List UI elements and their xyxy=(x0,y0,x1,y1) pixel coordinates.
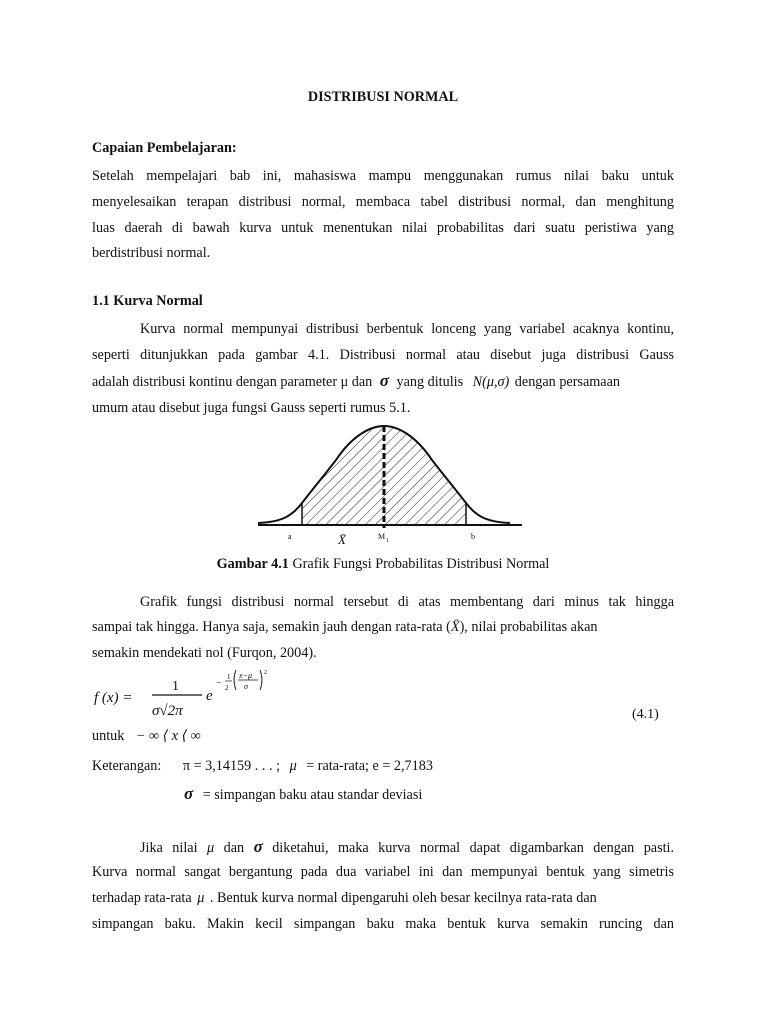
capaian-heading: Capaian Pembelajaran: xyxy=(92,140,237,156)
kurva-line-1: Kurva normal mempunyai distribusi berbentuk lonceng yang variabel acaknya kontinu, xyxy=(140,321,674,337)
untuk-range: − ∞ ⟨ x ⟨ ∞ xyxy=(135,728,201,744)
section-heading: 1.1 Kurva Normal xyxy=(92,293,203,309)
jika-line-3 xyxy=(92,886,674,911)
jika-line-1 xyxy=(140,834,674,861)
formula-base-e: e xyxy=(206,688,213,704)
jika-line-2: Kurva normal sangat bergantung pada dua variabel ini dan mempunyai bentuk yang simetris xyxy=(92,864,674,880)
sigma-symbol: σ xyxy=(379,371,389,390)
xbar-inline: X̄ xyxy=(450,619,460,635)
untuk-line xyxy=(92,728,201,745)
formula-exp-rparen xyxy=(260,670,262,690)
label-m: M xyxy=(378,532,386,541)
label-b: b xyxy=(471,532,475,541)
jika-mu-2: μ xyxy=(197,890,205,906)
formula-exp-frac-num: 1 xyxy=(227,673,231,681)
grafik-line-2 xyxy=(92,615,674,640)
normal-notation: N(μ,σ) xyxy=(472,374,510,390)
formula-svg xyxy=(92,668,674,724)
capaian-line-2: menyelesaikan terapan distribusi normal, membaca tabel distribusi normal, dan menghitung xyxy=(92,194,674,210)
kurva-line-3 xyxy=(92,368,674,395)
document-title: DISTRIBUSI NORMAL xyxy=(307,89,459,105)
formula-exp-lparen xyxy=(234,670,236,690)
grafik-line-1: Grafik fungsi distribusi normal tersebut di atas membentang dari minus tak hingga xyxy=(140,594,674,610)
formula-exp-inner-den: σ xyxy=(244,682,248,691)
grafik-line-2-b: ), nilai probabilitas akan xyxy=(459,619,598,635)
formula-exp-sign: − xyxy=(216,678,222,689)
gauss-formula xyxy=(92,668,674,724)
kurva-line-3-c: dengan persamaan xyxy=(514,374,620,390)
jika-line-1-a: Jika nilai xyxy=(140,840,198,856)
jika-line-3-a: terhadap rata-rata xyxy=(92,890,192,906)
normal-curve-svg xyxy=(252,420,528,552)
equation-number: (4.1) xyxy=(632,707,659,722)
keterangan-line xyxy=(92,758,433,775)
kurva-line-3-a: adalah distribusi kontinu dengan parameter μ dan xyxy=(92,374,373,390)
keterangan-sigma-line xyxy=(184,784,422,804)
formula-exp-inner-num: x−μ xyxy=(239,671,252,680)
jika-line-4: simpangan baku. Makin kecil simpangan baku maka bentuk kurva semakin runcing dan xyxy=(92,916,674,932)
keterangan-mu: μ xyxy=(289,758,297,774)
formula-lhs: f (x) = xyxy=(94,690,133,706)
keterangan-sigma-text: = simpangan baku atau standar deviasi xyxy=(202,787,423,803)
formula-exp-power: 2 xyxy=(264,670,267,676)
jika-sigma: σ xyxy=(253,837,263,856)
label-xbar: X̄ xyxy=(338,532,346,547)
label-a: a xyxy=(288,532,292,541)
capaian-line-4: berdistribusi normal. xyxy=(92,245,211,261)
capaian-line-3: luas daerah di bawah kurva untuk menentukan nilai probabilitas dari suatu peristiwa yang xyxy=(92,220,674,236)
formula-numerator: 1 xyxy=(172,679,179,694)
grafik-line-2-a: sampai tak hingga. Hanya saja, semakin jauh dengan rata-rata ( xyxy=(92,619,451,635)
jika-line-1-b: dan xyxy=(223,840,245,856)
formula-denominator: σ√2π xyxy=(152,703,183,719)
jika-line-1-c: diketahui, maka kurva normal dapat digambarkan dengan pasti. xyxy=(272,840,675,856)
keterangan-sigma: σ xyxy=(184,784,194,803)
normal-curve-figure xyxy=(252,420,528,552)
kurva-line-3-b: yang ditulis xyxy=(396,374,464,390)
keterangan-label: Keterangan: xyxy=(92,758,162,774)
label-m-sub: 1 xyxy=(386,538,389,544)
kurva-line-2: seperti ditunjukkan pada gambar 4.1. Distribusi normal atau disebut juga distribusi Gauss xyxy=(92,347,674,363)
caption-text: Grafik Fungsi Probabilitas Distribusi Normal xyxy=(288,556,550,572)
figure-caption xyxy=(92,556,674,573)
kurva-line-4: umum atau disebut juga fungsi Gauss seperti rumus 5.1. xyxy=(92,400,411,416)
jika-line-3-b: . Bentuk kurva normal dipengaruhi oleh besar kecilnya rata-rata dan xyxy=(209,890,597,906)
keterangan-rest: = rata-rata; e = 2,7183 xyxy=(306,758,433,774)
keterangan-pi: π = 3,14159 . . . ; xyxy=(182,758,281,774)
jika-mu: μ xyxy=(207,840,215,856)
caption-label: Gambar 4.1 xyxy=(216,556,289,572)
grafik-line-3: semakin mendekati nol (Furqon, 2004). xyxy=(92,645,317,661)
untuk-label: untuk xyxy=(92,728,125,744)
formula-exp-frac-den: 2 xyxy=(225,684,229,692)
capaian-line-1: Setelah mempelajari bab ini, mahasiswa mampu menggunakan rumus nilai baku untuk xyxy=(92,168,674,184)
